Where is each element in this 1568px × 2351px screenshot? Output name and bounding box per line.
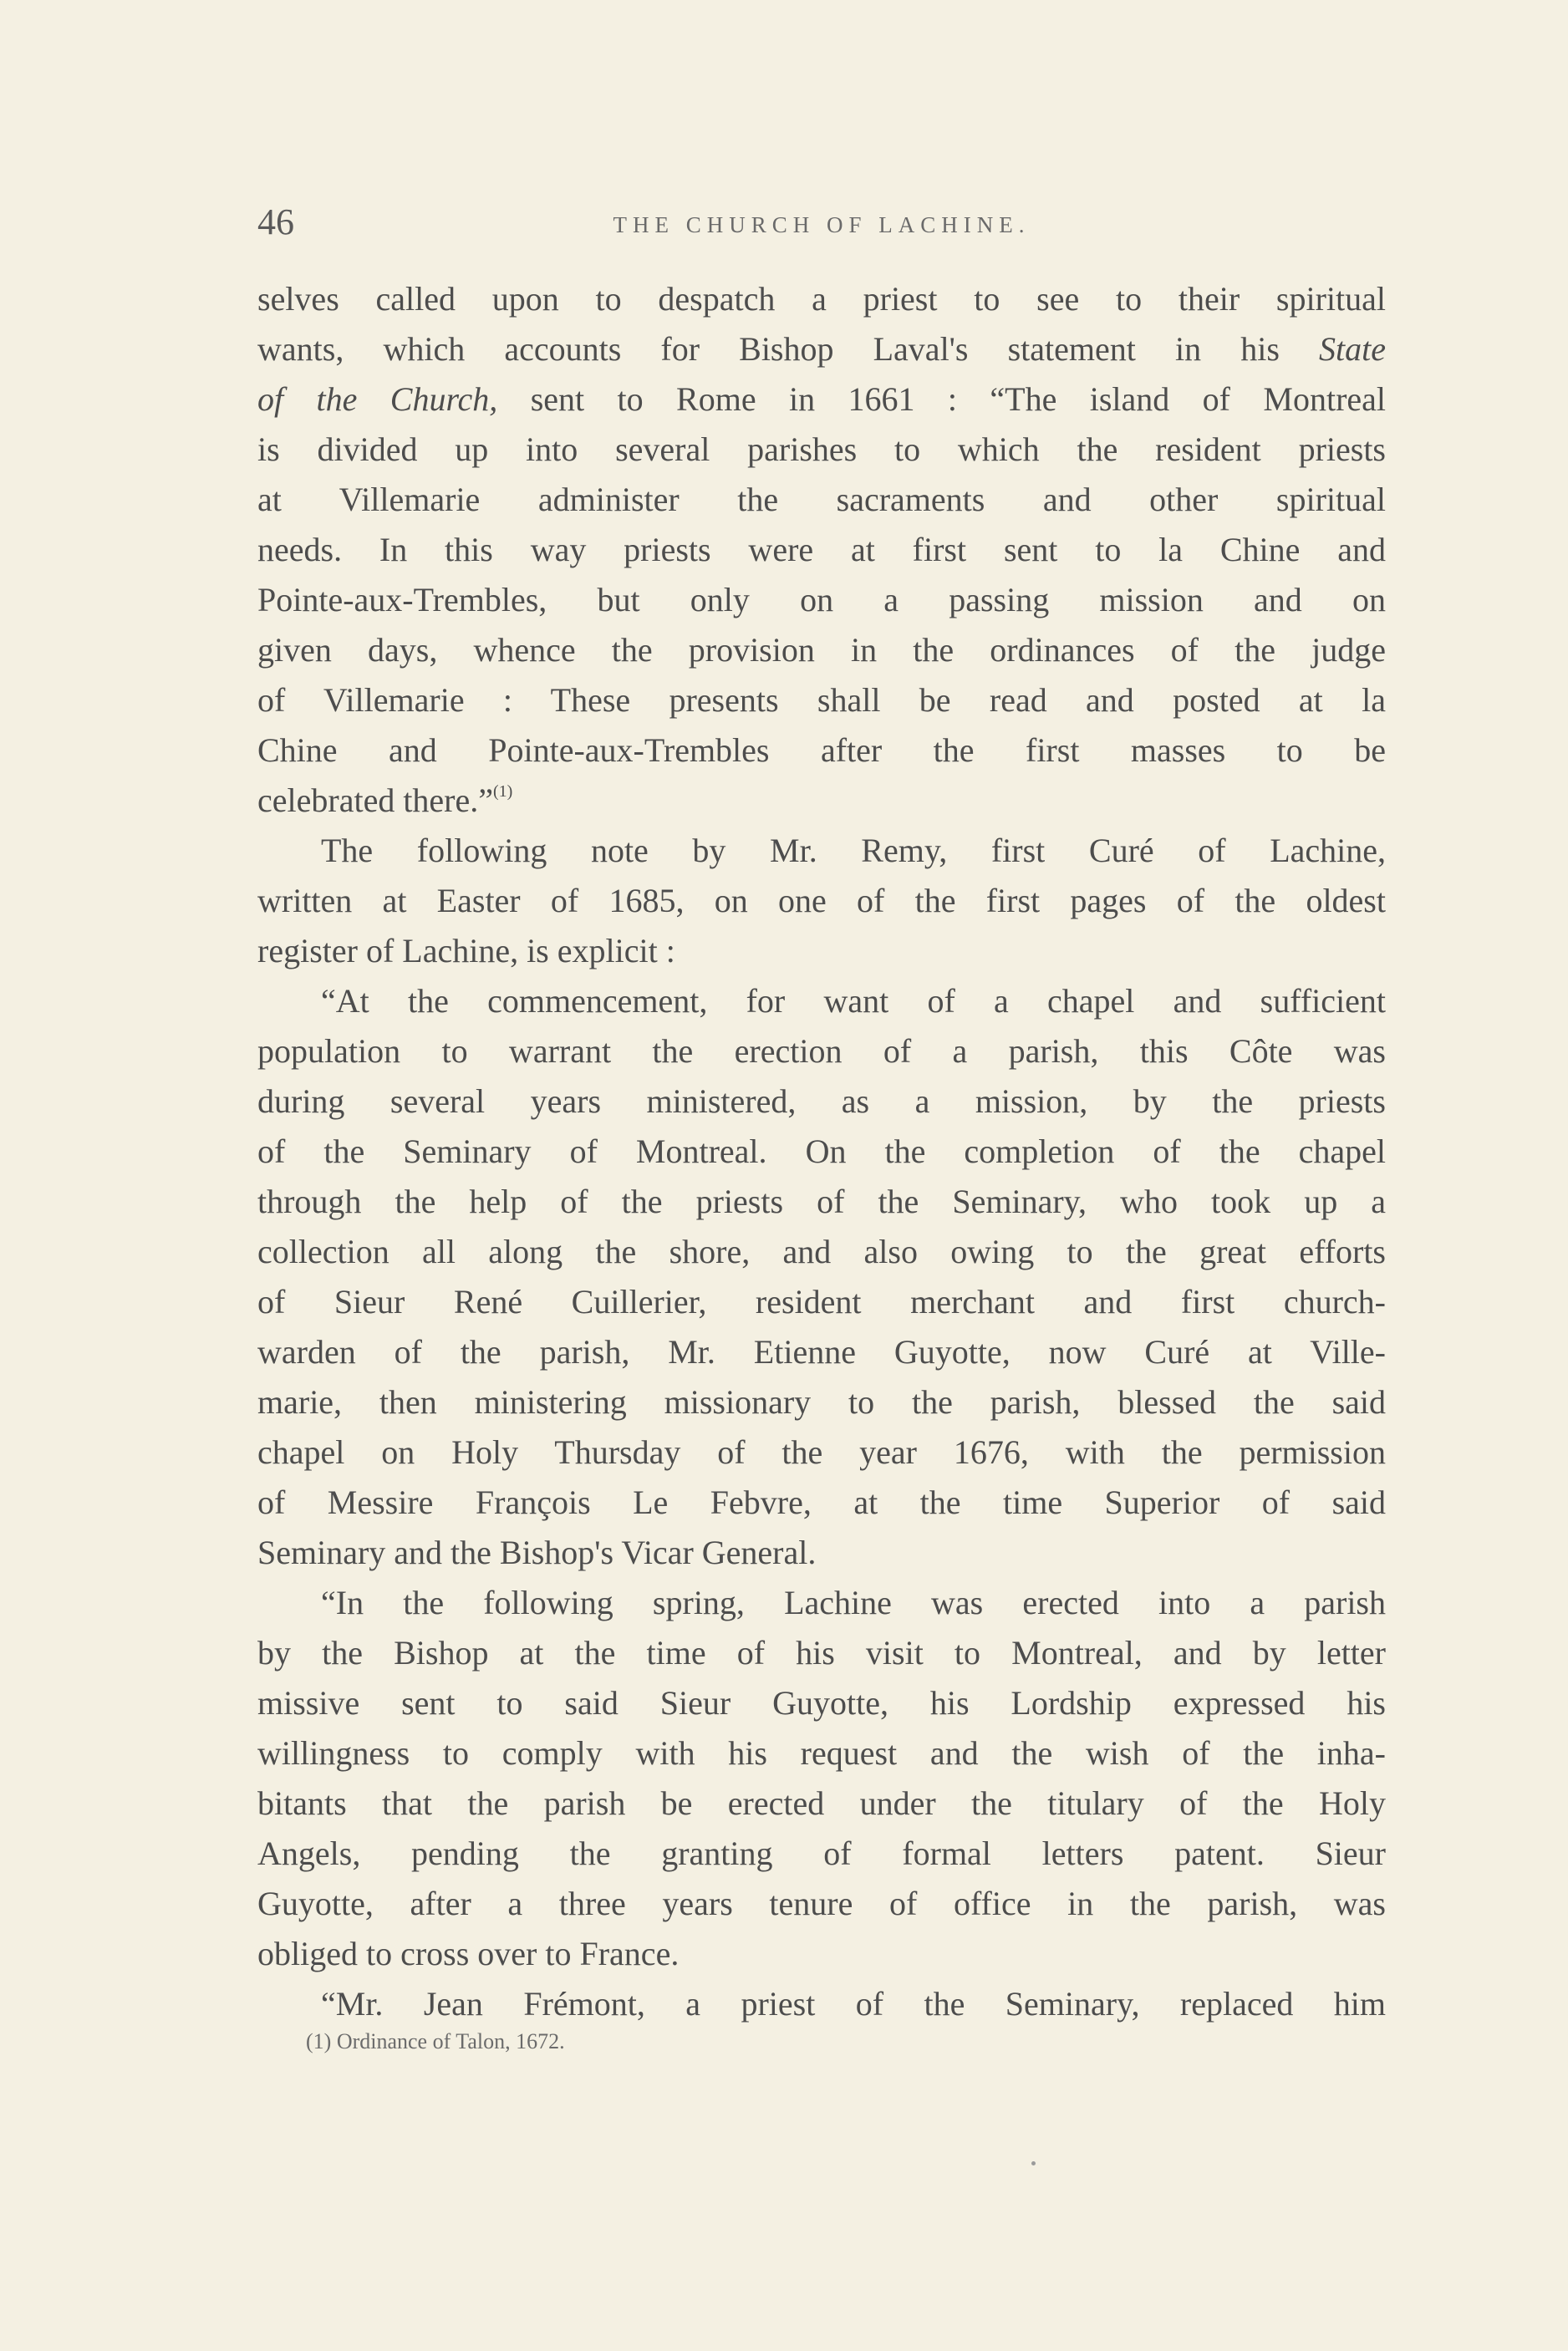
text-line: chapel on Holy Thursday of the year 1676, with the permission [257,1433,1386,1471]
text-line: during several years ministered, as a mission, by the priests [257,1082,1386,1120]
footnote: (1) Ordinance of Talon, 1672. [306,2029,565,2053]
text-line: written at Easter of 1685, on one of the first pages of the oldest [257,882,1386,919]
footnote-reference: (1) [493,782,513,801]
text-line: bitants that the parish be erected under the titulary of the Holy [257,1784,1386,1822]
text-line: register of Lachine, is explicit : [257,932,675,969]
italic-title: of the Church, [257,380,498,418]
text-line: willingness to comply with his request and the wish of the inha- [257,1734,1386,1772]
text-line: obliged to cross over to France. [257,1935,680,1972]
text-line: “In the following spring, Lachine was erected into a parish [321,1584,1386,1621]
text-line: of Villemarie : These presents shall be read and posted at la [257,681,1386,719]
text-line: Chine and Pointe-aux-Trembles after the first masses to be [257,731,1386,769]
text-line: of Sieur René Cuillerier, resident merchant and first church- [257,1283,1386,1321]
text-line: of the Seminary of Montreal. On the completion of the chapel [257,1132,1386,1170]
text-line: selves called upon to despatch a priest to see to their spiritual [257,280,1386,318]
text-line [257,776,1386,826]
text-line: at Villemarie administer the sacraments and other spiritual [257,481,1386,518]
text-line: warden of the parish, Mr. Etienne Guyotte, now Curé at Ville- [257,1333,1386,1371]
page-header [257,201,1386,251]
text-line: collection all along the shore, and also owing to the great efforts [257,1233,1386,1270]
text-line: of Messire François Le Febvre, at the time Superior of said [257,1483,1386,1521]
text-segment: sent to Rome in 1661 : “The island of Montreal [497,380,1387,418]
text-line: through the help of the priests of the Seminary, who took up a [257,1183,1386,1220]
text-line: Pointe-aux-Trembles, but only on a passing mission and on [257,581,1386,618]
page-number: 46 [257,201,294,242]
text-line: Seminary and the Bishop's Vicar General. [257,1534,817,1571]
text-line: marie, then ministering missionary to the parish, blessed the said [257,1383,1386,1421]
italic-title: State [1319,330,1386,368]
text-line: by the Bishop at the time of his visit to Montreal, and by letter [257,1634,1386,1672]
text-line: missive sent to said Sieur Guyotte, his Lordship expressed his [257,1684,1386,1722]
text-line: “At the commencement, for want of a chapel and sufficient [321,982,1386,1020]
text-line: Angels, pending the granting of formal letters patent. Sieur [257,1834,1386,1872]
text-line: given days, whence the provision in the ordinances of the judge [257,631,1386,669]
body-text [257,274,1386,2029]
text-line: is divided up into several parishes to which the resident priests [257,430,1386,468]
text-line: population to warrant the erection of a parish, this Côte was [257,1032,1386,1070]
text-line: needs. In this way priests were at first sent to la Chine and [257,531,1386,568]
text-line [257,374,1386,425]
text-line [257,324,1386,374]
text-segment: celebrated there.” [257,781,494,819]
text-segment: wants, which accounts for Bishop Laval's statement in his [257,330,1320,368]
text-line: Guyotte, after a three years tenure of office in the parish, was [257,1885,1386,1922]
paper-speck [1031,2161,1036,2165]
running-head: THE CHURCH OF LACHINE. [613,212,1031,237]
text-line: The following note by Mr. Remy, first Curé of Lachine, [321,832,1386,869]
text-line: “Mr. Jean Frémont, a priest of the Seminary, replaced him [321,1985,1386,2023]
